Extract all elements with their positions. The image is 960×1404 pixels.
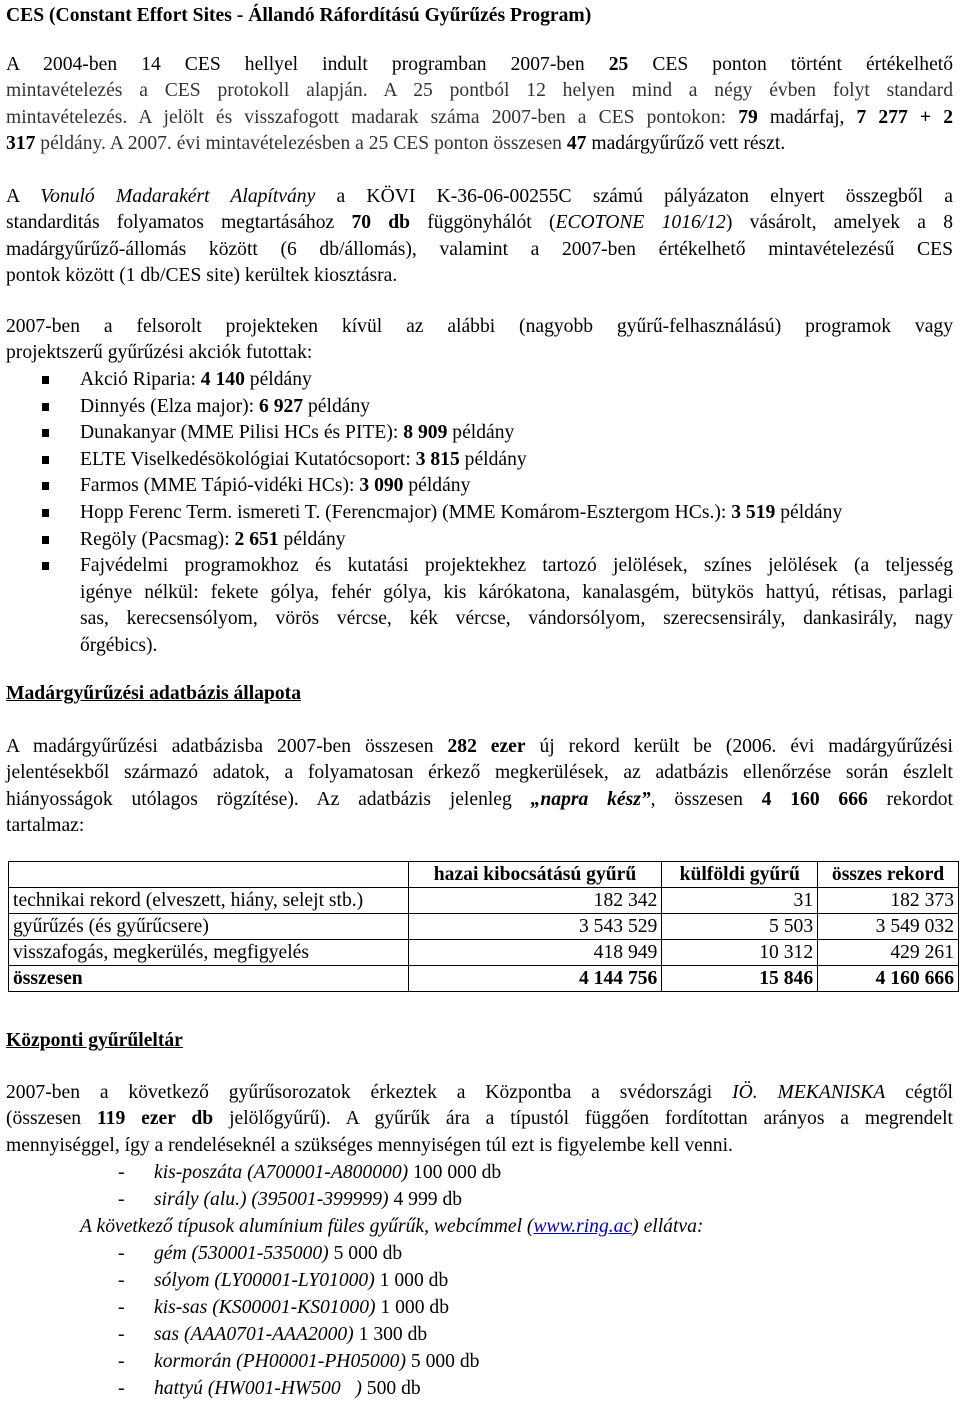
header-cell — [9, 862, 409, 888]
foundation-line-3: madárgyűrűző-állomás között (6 db/állomás), valamint a 2007-ben értékelhető mintavételezésű CES — [6, 238, 953, 260]
text: CES ponton történt értékelhető — [628, 54, 954, 75]
list-item — [6, 1348, 953, 1375]
ring-qty: 100 000 db — [408, 1162, 502, 1183]
text: madárfaj, — [757, 106, 857, 128]
ring-qty: 500 db — [361, 1378, 421, 1399]
database-line-2: jelentésekből származó adatok, a folyamatosan érkező megkerülések, az adatbázis ellenőrzése során észlelt — [6, 762, 953, 784]
foundation-paragraph — [6, 184, 953, 289]
dash-marker: - — [118, 1243, 125, 1264]
dash-marker: - — [118, 1297, 125, 1318]
inventory-line-2 — [6, 1106, 953, 1132]
table-row — [9, 914, 959, 940]
item-count: 3 519 — [731, 501, 776, 523]
text: hiányosságok utólagos rögzítése). Az adatbázis jelenleg — [6, 788, 531, 810]
text: jelölőgyűrű). A gyűrűk ára a típustól függően fordítottan arányos a megrendelt — [213, 1108, 953, 1130]
ring-qty: 1 300 db — [353, 1324, 428, 1345]
database-line-1 — [6, 734, 953, 760]
item-label: ELTE Viselkedésökológiai Kutatócsoport: — [80, 448, 416, 470]
item-suffix: példány — [775, 501, 843, 523]
dash-marker: - — [118, 1324, 125, 1345]
bird-count-cont: 317 — [6, 132, 36, 154]
text: cégtől — [885, 1082, 954, 1103]
item-label: Farmos (MME Tápió-vidéki HCs): — [80, 475, 360, 497]
item-label: Hopp Ferenc Term. ismereti T. (Ferencmajor) (MME Komárom-Esztergom HCs.): — [80, 501, 732, 523]
item-label: Regöly (Pacsmag): — [80, 528, 235, 550]
list-item — [6, 1267, 953, 1294]
cell: 429 261 — [818, 940, 959, 966]
item-label: Dinnyés (Elza major): — [80, 395, 260, 417]
database-line-3 — [6, 787, 953, 813]
inventory-heading: Központi gyűrűleltár — [6, 1030, 183, 1051]
ring-list-1 — [6, 1159, 953, 1402]
row-label: gyűrűzés (és gyűrűcsere) — [9, 914, 409, 940]
species-count: 79 — [738, 106, 758, 128]
ring-type: kis-poszáta (A700001-A800000) — [154, 1162, 409, 1183]
cell: 3 549 032 — [818, 914, 959, 940]
cell: 4 144 756 — [408, 966, 662, 992]
text: a KÖVI K-36-06-00255C számú pályázaton elnyert összegből a — [315, 186, 953, 207]
list-item — [6, 1159, 953, 1186]
ring-type: sólyom (LY00001-LY01000) — [154, 1270, 375, 1291]
text: rekordot — [867, 788, 953, 810]
cell: 4 160 666 — [818, 966, 959, 992]
header-cell: összes rekord — [818, 862, 959, 888]
text: (összesen — [6, 1108, 97, 1130]
list-item — [6, 394, 953, 421]
table-header-row — [9, 862, 959, 888]
intro-line-3 — [6, 105, 953, 131]
item-line: Fajvédelmi programokhoz és kutatási projektekhez tartozó jelölések, színes jelölések (a teljesség — [80, 555, 953, 577]
new-records: 282 ezer — [447, 736, 526, 757]
inventory-line-1 — [6, 1080, 953, 1106]
row-label: visszafogás, megkerülés, megfigyelés — [9, 940, 409, 966]
text: A 2004-ben 14 CES hellyel indult programban 2007-ben — [6, 54, 609, 75]
bullet-icon — [42, 429, 49, 437]
list-item — [6, 527, 953, 554]
document-title: CES (Constant Effort Sites - Állandó Ráfordítású Gyűrűzés Program) — [6, 5, 592, 26]
cell: 418 949 — [408, 940, 662, 966]
item-suffix: példány — [403, 475, 471, 497]
foundation-line-2 — [6, 210, 953, 236]
list-item — [6, 367, 953, 394]
text: 2007-ben a következő gyűrűsorozatok érkeztek a Központba a svédországi — [6, 1082, 733, 1103]
table-row — [9, 940, 959, 966]
list-item — [6, 1375, 953, 1402]
bullet-icon — [42, 403, 49, 411]
intro-line-2: mintavételezés a CES protokoll alapján. A 25 pontból 12 helyen mind a négy évben folyt standard — [6, 80, 953, 102]
ring-type: sas (AAA0701-AAA2000) — [154, 1324, 354, 1345]
total-records: 4 160 666 — [761, 788, 868, 810]
cell: 5 503 — [662, 914, 818, 940]
supplier-name: IÖ. MEKANISKA — [732, 1082, 886, 1103]
ring-type: kormorán (PH00001-PH05000) — [154, 1351, 406, 1372]
cell: 31 — [662, 888, 818, 914]
item-label: Dunakanyar (MME Pilisi HCs és PITE): — [80, 422, 404, 444]
ring-type: gém (530001-535000) — [154, 1243, 329, 1264]
text: függönyhálót ( — [410, 212, 556, 234]
text: példány. A 2007. évi mintavételezésben a 25 CES ponton összesen — [35, 132, 567, 154]
bullet-icon — [42, 456, 49, 464]
text: mintavételezés. A jelölt és visszafogott madarak száma 2007-ben a CES pontokon: — [6, 106, 739, 128]
dash-marker: - — [118, 1162, 125, 1183]
table-total-row — [9, 966, 959, 992]
header-cell: külföldi gyűrű — [662, 862, 818, 888]
ring-type: sirály (alu.) (395001-399999) — [154, 1189, 389, 1210]
ring-qty: 5 000 db — [328, 1243, 403, 1264]
project-list — [6, 367, 953, 660]
records-table — [8, 861, 959, 992]
intro-paragraph — [6, 52, 953, 157]
item-count: 2 651 — [234, 528, 279, 550]
ring-qty: 1 000 db — [375, 1297, 449, 1318]
sites-count: 25 — [608, 54, 629, 75]
text: A — [6, 186, 41, 207]
item-count: 4 140 — [200, 369, 245, 390]
item-count: 8 909 — [403, 422, 448, 444]
cell: 182 342 — [408, 888, 662, 914]
dash-marker: - — [118, 1270, 125, 1291]
database-line-4: tartalmaz: — [6, 814, 85, 836]
cell: 182 373 — [818, 888, 959, 914]
ringer-count: 47 — [566, 132, 587, 154]
ring-qty: 1 000 db — [374, 1270, 449, 1291]
text: ) ellátva: — [632, 1216, 704, 1237]
net-model: ECOTONE 1016/12 — [555, 212, 726, 234]
text: standarditás folyamatos megtartásához — [6, 212, 352, 234]
dash-marker: - — [118, 1378, 125, 1399]
item-line: sas, kerecsensólyom, vörös vércse, kék vércse, vándorsólyom, szerecsensirály, dankasirály, nagy — [80, 608, 953, 630]
item-line: igénye nélkül: fekete gólya, fehér gólya, kis kárókatona, kanalasgém, bütykös hattyú, rétisas, parlagi — [80, 581, 953, 603]
list-item — [6, 500, 953, 527]
text: új rekord került be (2006. évi madárgyűrűzési — [525, 736, 954, 757]
text: A következő típusok alumínium füles gyűrűk, webcímmel ( — [80, 1216, 534, 1237]
projects-line-2: projektszerű gyűrűzési akciók futottak: — [6, 342, 313, 364]
item-suffix: példány — [459, 448, 527, 470]
list-item — [6, 447, 953, 474]
foundation-name: Vonuló Madarakért Alapítvány — [40, 186, 316, 207]
text: madárgyűrűző vett részt. — [586, 132, 786, 154]
list-item — [6, 1240, 953, 1267]
projects-paragraph — [6, 314, 953, 367]
item-suffix: példány — [447, 422, 515, 444]
list-item — [6, 553, 953, 659]
ring-qty: 5 000 db — [405, 1351, 480, 1372]
item-label: Akció Riparia: — [80, 369, 201, 390]
dash-marker: - — [118, 1351, 125, 1372]
row-label: összesen — [9, 966, 409, 992]
bird-count: 7 277 + 2 — [856, 106, 953, 128]
cell: 15 846 — [662, 966, 818, 992]
database-heading: Madárgyűrűzési adatbázis állapota — [6, 683, 301, 704]
inventory-paragraph — [6, 1080, 953, 1159]
foundation-line-4: pontok között (1 db/CES site) kerültek kiosztásra. — [6, 264, 398, 286]
item-suffix: példány — [278, 528, 346, 550]
cell: 10 312 — [662, 940, 818, 966]
header-cell: hazai kibocsátású gyűrű — [408, 862, 662, 888]
intro-line-1 — [6, 52, 953, 78]
up-to-date: „napra kész” — [530, 788, 651, 810]
bullet-icon — [42, 482, 49, 490]
net-count: 70 db — [351, 212, 411, 234]
inventory-line-3: mennyiséggel, így a rendeléseknél a szükséges mennyiségen túl ezt is figyelembe kell venni. — [6, 1134, 733, 1156]
ring-type: kis-sas (KS00001-KS01000) — [154, 1297, 376, 1318]
intro-line-4 — [6, 131, 953, 157]
list-item — [6, 1294, 953, 1321]
list-item — [6, 473, 953, 500]
bullet-icon — [42, 536, 49, 544]
foundation-line-1 — [6, 184, 953, 210]
item-line: őrgébics). — [80, 634, 158, 656]
projects-line-1: 2007-ben a felsorolt projekteken kívül az alábbi (nagyobb gyűrű-felhasználású) programok vagy — [6, 316, 953, 337]
text: , összesen — [650, 788, 762, 810]
cell: 3 543 529 — [408, 914, 662, 940]
item-suffix: példány — [244, 369, 312, 390]
item-count: 3 815 — [415, 448, 460, 470]
ring-count: 119 ezer db — [96, 1108, 214, 1130]
text: A madárgyűrűzési adatbázisba 2007-ben összesen — [6, 736, 448, 757]
list-item — [6, 1186, 953, 1213]
dash-marker: - — [118, 1189, 125, 1210]
list-item — [6, 420, 953, 447]
item-count: 3 090 — [359, 475, 404, 497]
item-count: 6 927 — [259, 395, 304, 417]
ring-type: hattyú (HW001-HW500 ) — [154, 1378, 362, 1399]
aluminium-note — [6, 1213, 953, 1240]
row-label: technikai rekord (elveszett, hiány, selejt stb.) — [9, 888, 409, 914]
ring-qty: 4 999 db — [388, 1189, 463, 1210]
bullet-icon — [42, 509, 49, 517]
list-item — [6, 1321, 953, 1348]
bullet-icon — [42, 562, 49, 570]
ring-website-link[interactable]: www.ring.ac — [533, 1216, 633, 1237]
item-suffix: példány — [303, 395, 371, 417]
table-row — [9, 888, 959, 914]
database-paragraph — [6, 734, 953, 839]
text: ) vásárolt, amelyek a 8 — [725, 212, 953, 234]
bullet-icon — [42, 376, 49, 384]
